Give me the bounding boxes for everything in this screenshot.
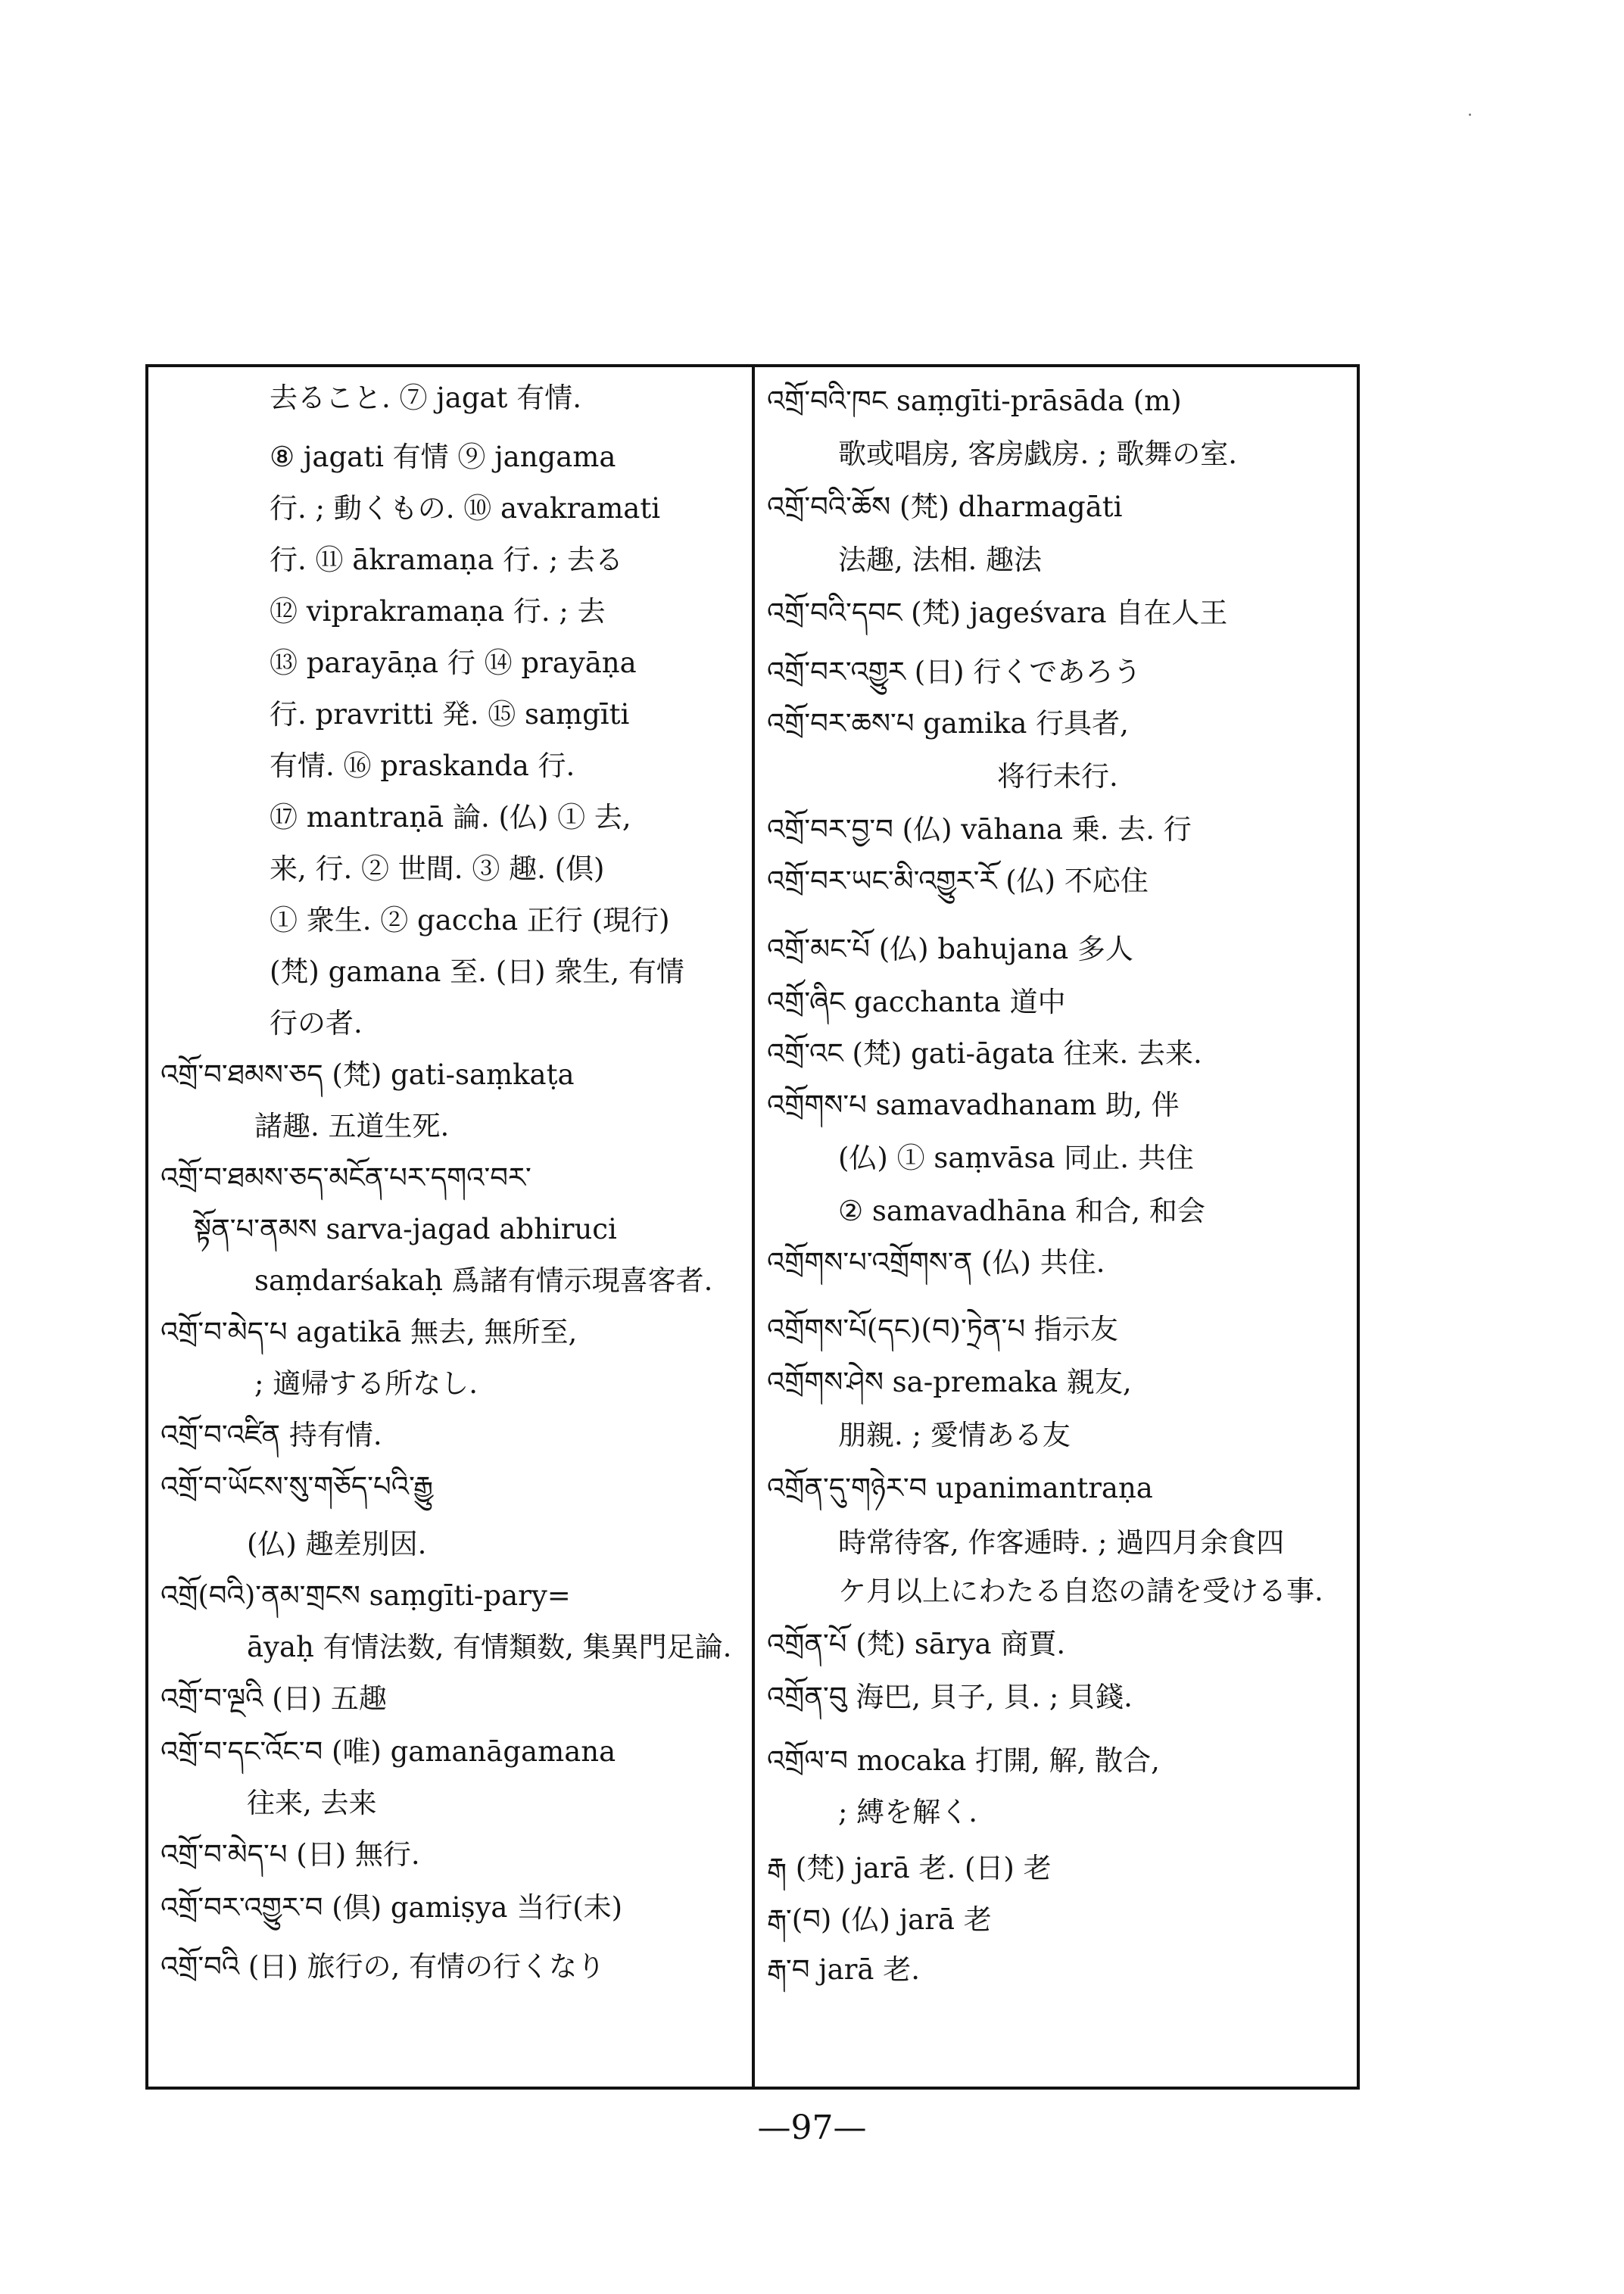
entry-headword: འགྲོ་འང (梵) gati-āgata 往来. 去来. — [767, 1037, 1202, 1070]
entry-line: ケ月以上にわたる自恣の請を受ける事. — [838, 1575, 1323, 1607]
entry-line: 時常待客, 作客逓時. ; 過四月余食四 — [838, 1526, 1285, 1559]
entry-line: 去ること. ⑦ jagat 有情. — [270, 382, 581, 414]
entry-headword: འགྲོ་བའི་དབང (梵) jageśvara 自在人王 — [767, 597, 1228, 629]
entry-line: 有情. ⑯ praskanda 行. — [270, 750, 575, 782]
entry-line: 法趣, 法相. 趣法 — [838, 544, 1043, 576]
entry-headword: འགྲོ་བར་བྱ་བ (仏) vāhana 乗. 去. 行 — [767, 813, 1192, 846]
entry-headword: འགྲོགས་ཤེས sa-premaka 親友, — [767, 1366, 1132, 1398]
entry-headword: འགྲོལ་བ mocaka 打開, 解, 散合, — [767, 1744, 1160, 1777]
entry-headword: འགྲོ་བར་ཆས་པ gamika 行具者, — [767, 707, 1129, 740]
entry-line: 来, 行. ② 世間. ③ 趣. (倶) — [270, 852, 605, 885]
entry-line: སྟོན་པ་ནམས sarva-jagad abhiruci — [194, 1213, 617, 1245]
entry-line: ① 衆生. ② gaccha 正行 (現行) — [270, 904, 670, 937]
entry-line: ; 適帰する所なし. — [254, 1367, 478, 1400]
entry-headword: འགྲོ་བ་ཐམས་ཅད (梵) gati-saṃkaṭa — [161, 1058, 575, 1091]
entry-headword: རྒ་(བ) (仏) jarā 老 — [767, 1903, 992, 1936]
entry-line: 往来, 去来 — [247, 1787, 377, 1819]
entry-headword: འགྲོགས་པོ(དང)(བ)་ཏྲེན་པ 指示友 — [767, 1313, 1118, 1345]
entry-line: ⑰ mantraṇā 論. (仏) ① 去, — [270, 801, 631, 834]
entry-line: 将行未行. — [997, 760, 1118, 793]
entry-headword: འགྲོ་བ་མེད་པ (日) 無行. — [161, 1838, 420, 1871]
dictionary-page-frame — [145, 364, 1360, 2090]
entry-line: (梵) gamana 至. (日) 衆生, 有情 — [270, 955, 684, 988]
entry-line: 歌或唱房, 客房戯房. ; 歌舞の室. — [838, 438, 1238, 470]
entry-line: ② samavadhāna 和合, 和会 — [838, 1195, 1205, 1227]
entry-headword: འགྲོ་བའི་ཁང saṃgīti-prāsāda (m) — [767, 385, 1182, 417]
entry-headword: འགྲོ་མང་པོ (仏) bahujana 多人 — [767, 933, 1133, 965]
entry-line: 行. ⑪ ākramaṇa 行. ; 去る — [270, 544, 624, 576]
entry-line: 朋親. ; 愛情ある友 — [838, 1419, 1071, 1451]
entry-line: 行. pravritti 発. ⑮ saṃgīti — [270, 698, 630, 731]
entry-headword: འགྲོ་བ་འཛིན 持有情. — [161, 1419, 382, 1451]
scan-speck — [1469, 114, 1471, 116]
entry-headword: འགྲོ་བ་དང་འོང་བ (唯) gamanāgamana — [161, 1735, 616, 1768]
entry-line: 諸趣. 五道生死. — [254, 1110, 450, 1142]
entry-line: 行. ; 動くもの. ⑩ avakramati — [270, 492, 661, 525]
entry-headword: འགྲོགས་པ samavadhanam 助, 伴 — [767, 1089, 1180, 1121]
entry-line: ; 縛を解く. — [838, 1796, 977, 1828]
entry-headword: འགྲོགས་པ་འགྲོགས་ན (仏) 共住. — [767, 1246, 1105, 1279]
entry-headword: འགྲོ་བར་ཡང་མི་འགྱུར་རོ (仏) 不応住 — [767, 865, 1149, 897]
entry-headword: འགྲོ་བར་འགྱུར་བ (倶) gamiṣya 当行(未) — [161, 1891, 623, 1924]
entry-line: ⑬ parayāṇa 行 ⑭ prayāṇa — [270, 647, 637, 679]
entry-line: 行の者. — [270, 1007, 363, 1039]
entry-headword: རྒ་བ jarā 老. — [767, 1953, 920, 1986]
entry-headword: འགྲོན་བུ 海巴, 貝子, 貝. ; 貝錢. — [767, 1681, 1133, 1713]
column-divider — [752, 367, 755, 2087]
entry-line: āyaḥ 有情法数, 有情類数, 集異門足論. — [247, 1631, 732, 1663]
entry-headword: འགྲོ་བའི་ཆོས (梵) dharmagāti — [767, 491, 1123, 523]
entry-line: ⑫ viprakramaṇa 行. ; 去 — [270, 595, 606, 628]
entry-line: ⑧ jagati 有情 ⑨ jangama — [270, 441, 616, 473]
entry-line: saṃdarśakaḥ 爲諸有情示現喜客者. — [254, 1264, 713, 1297]
entry-headword: འགྲོ་བར་འགྱུར (日) 行くであろう — [767, 656, 1142, 688]
entry-line: (仏) ① saṃvāsa 同止. 共住 — [838, 1142, 1194, 1174]
entry-headword: འགྲོན་དུ་གཉེར་བ upanimantraṇa — [767, 1472, 1153, 1504]
entry-headword: འགྲོ་བ་མེད་པ agatikā 無去, 無所至, — [161, 1316, 578, 1348]
entry-headword: རྒ (梵) jarā 老. (日) 老 — [767, 1852, 1052, 1884]
entry-headword: འགྲོ(བའི)་ནམ་གྲངས saṃgīti-pary= — [161, 1579, 571, 1612]
page-number: —97— — [757, 2109, 867, 2147]
entry-headword: འགྲོན་པོ (梵) sārya 商賈. — [767, 1628, 1066, 1660]
entry-headword: འགྲོ་ཞིང gacchanta 道中 — [767, 986, 1066, 1018]
entry-headword: འགྲོ་བ་ཡོངས་སུ་གཅོད་པའི་རྒྱུ — [161, 1470, 434, 1503]
entry-headword: འགྲོ་བ་ཐམས་ཅད་མངོན་པར་དགའ་བར་ — [161, 1161, 531, 1194]
entry-line: (仏) 趣差別因. — [247, 1528, 427, 1560]
entry-headword: འགྲོ་བའི (日) 旅行の, 有情の行くなり — [161, 1950, 606, 1983]
entry-headword: འགྲོ་བ་ལྔའི (日) 五趣 — [161, 1682, 387, 1715]
